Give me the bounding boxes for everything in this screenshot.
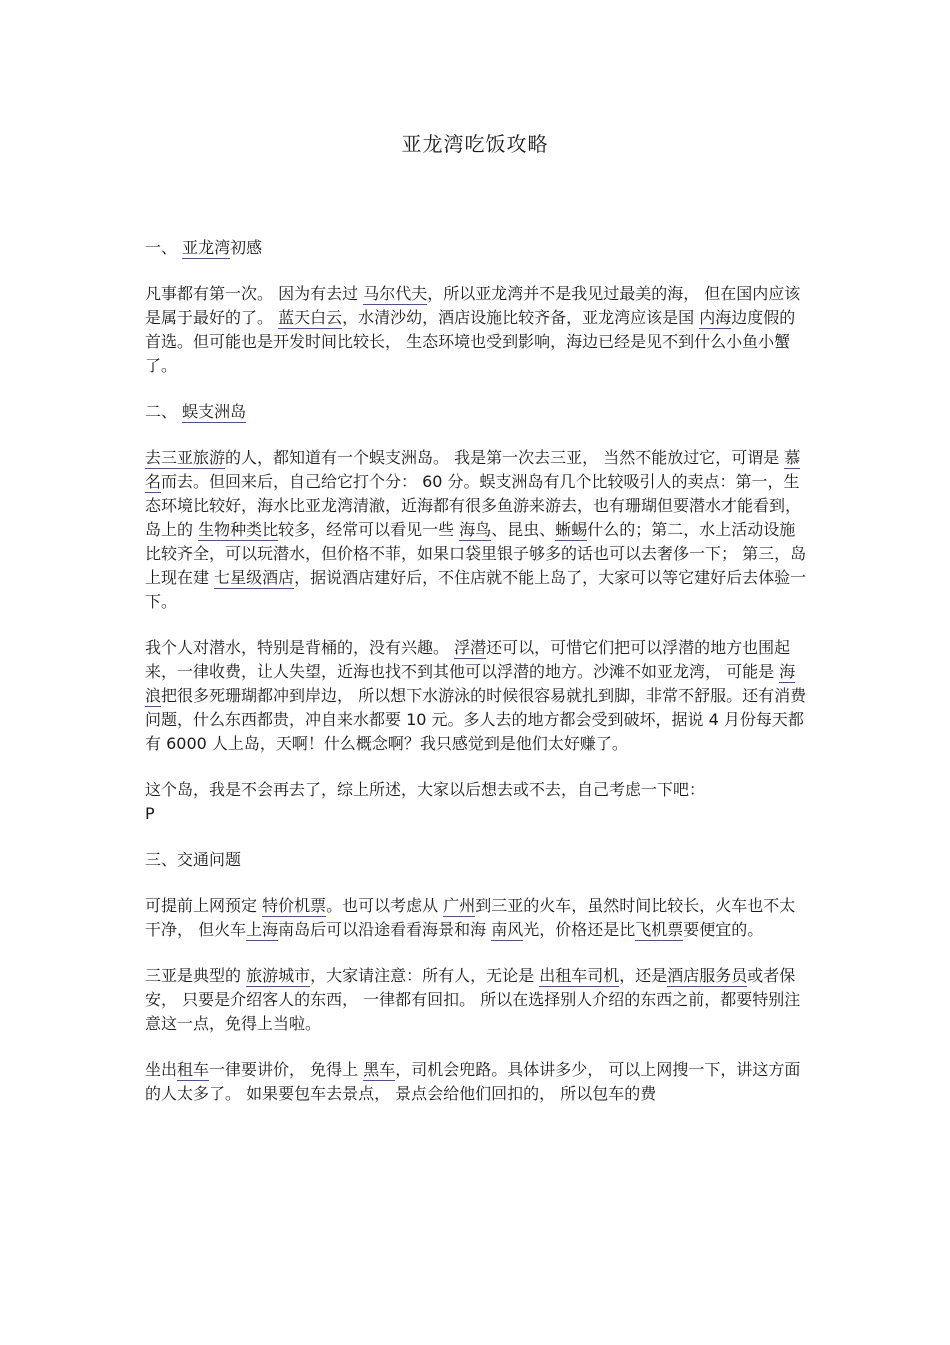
- text-run: 可提前上网预定: [145, 896, 263, 915]
- text-run: 我个人对潜水，特别是背桶的，没有兴趣。: [145, 638, 455, 657]
- document-body: [145, 236, 810, 1128]
- inline-link[interactable]: 蓝天白云: [278, 308, 343, 327]
- inline-link[interactable]: 广州: [443, 896, 476, 915]
- text-run: 一律要讲价， 免得上: [209, 1060, 364, 1079]
- paragraph: [145, 1058, 810, 1106]
- text-run: 、昆虫、: [491, 520, 556, 539]
- text-run: 初感: [230, 238, 263, 257]
- inline-link[interactable]: 海浪: [145, 662, 796, 705]
- text-run: 而去。但回来后，自己给它打个分： 60 分。蜈支洲岛有几个比较吸引人的卖点：第一，生态环境比较好，海水比亚龙湾清澈，近海都有很多鱼游来游去，也有珊瑚但要潜水才能看到， 岛上的: [145, 472, 807, 539]
- text-run: 较多，经常可以看见一些: [278, 520, 460, 539]
- text-run: 要便宜的。: [683, 920, 764, 939]
- document-title: 亚龙湾吃饭攻略: [401, 132, 549, 156]
- inline-link[interactable]: 去三亚旅游: [145, 448, 226, 467]
- inline-link[interactable]: 七星级酒店: [214, 568, 295, 587]
- inline-link[interactable]: 飞机票: [635, 920, 684, 939]
- section-heading: [145, 400, 810, 424]
- paragraph: [145, 636, 810, 756]
- inline-link[interactable]: 南风: [491, 920, 524, 939]
- text-run: 一、: [145, 238, 183, 257]
- inline-link[interactable]: 特价机票: [262, 896, 327, 915]
- paragraph: [145, 894, 810, 942]
- text-run: 边度假的首选。但可能也是开发时间比较长， 生态环境也受到影响，海边已经是见不到什么小鱼小蟹了。: [145, 308, 796, 375]
- text-run: ，大家请注意：所有人，无论是: [310, 966, 540, 985]
- text-run: ，司机会兜路。具体讲多少， 可以上网搜一下，讲这方面的人太多了。 如果要包车去景点， 景点会给他们回扣的， 所以包车的费: [145, 1060, 801, 1103]
- inline-link[interactable]: 旅游城市: [246, 966, 311, 985]
- text-run: ，水清沙幼，酒店设施比较齐备，亚龙湾应该是国: [342, 308, 700, 327]
- inline-link[interactable]: 蜥蜴: [555, 520, 588, 539]
- paragraph: [145, 778, 810, 826]
- text-run: ，所以亚龙湾并不是我见过最美的海， 但在国内应该是属于最好的了。: [145, 284, 801, 327]
- section-heading: [145, 848, 810, 872]
- inline-link[interactable]: 内海: [699, 308, 732, 327]
- section-heading: [145, 236, 810, 260]
- text-run: 光，价格还是比: [523, 920, 636, 939]
- inline-link[interactable]: 慕名: [145, 448, 801, 491]
- text-run: 三、交通问题: [145, 850, 242, 869]
- text-run: ，还是: [619, 966, 668, 985]
- text-run: 三亚是典型的: [145, 966, 247, 985]
- text-run: 。也可以考虑从: [326, 896, 444, 915]
- inline-link[interactable]: 酒店服务员: [667, 966, 748, 985]
- text-run: 这个岛，我是不会再去了，综上所述，大家以后想去或不去，自己考虑一下吧： P: [145, 780, 706, 823]
- inline-link[interactable]: 浮潜: [454, 638, 487, 657]
- text-run: 坐出: [145, 1060, 178, 1079]
- inline-link[interactable]: 黑车: [363, 1060, 396, 1079]
- inline-link[interactable]: 亚龙湾: [182, 238, 231, 257]
- text-run: 凡事都有第一次。 因为有去过: [145, 284, 364, 303]
- text-run: 到三亚的火车，虽然时间比较长，火车也不太干净， 但火车: [145, 896, 796, 939]
- text-run: 或者保安， 只要是介绍客人的东西， 一律都有回扣。 所以在选择别人介绍的东西之前，都要特别注意这一点，免得上当啦。: [145, 966, 801, 1033]
- inline-link[interactable]: 出租车司机: [539, 966, 620, 985]
- text-run: 把很多死珊瑚都冲到岸边， 所以想下水游泳的时候很容易就扎到脚，非常不舒服。还有消费问题，什么东西都贵，冲自来水都要 10 元。多人去的地方都会受到破坏，据说 4 月份每天都有 6000 人上岛，天啊！什么概念啊？我只感觉到是他们太好赚了。: [145, 686, 807, 753]
- paragraph: [145, 964, 810, 1036]
- text-run: 南岛后可以沿途看看海景和海: [278, 920, 492, 939]
- inline-link[interactable]: 租车: [177, 1060, 210, 1079]
- text-run: 二、: [145, 402, 183, 421]
- inline-link[interactable]: 生物种类比: [198, 520, 279, 539]
- text-run: ，据说酒店建好后，不住店就不能上岛了，大家可以等它建好后去体验一下。: [145, 568, 807, 611]
- text-run: 还可以，可惜它们把可以浮潜的地方也围起来，一律收费，让人失望，近海也找不到其他可以浮潜的地方。沙滩不如亚龙湾， 可能是: [145, 638, 791, 681]
- text-run: 的人，都知道有一个蜈支洲岛。 我是第一次去三亚， 当然不能放过它，可谓是: [225, 448, 785, 467]
- inline-link[interactable]: 上海: [246, 920, 279, 939]
- inline-link[interactable]: 马尔代夫: [363, 284, 428, 303]
- paragraph: [145, 446, 810, 614]
- inline-link[interactable]: 蜈支洲岛: [182, 402, 247, 421]
- paragraph: [145, 282, 810, 378]
- text-run: 什么的；第二，水上活动设施比较齐全，可以玩潜水，但价格不菲，如果口袋里银子够多的话也可以去奢侈一下； 第三，岛上现在建: [145, 520, 807, 587]
- inline-link[interactable]: 海鸟: [459, 520, 492, 539]
